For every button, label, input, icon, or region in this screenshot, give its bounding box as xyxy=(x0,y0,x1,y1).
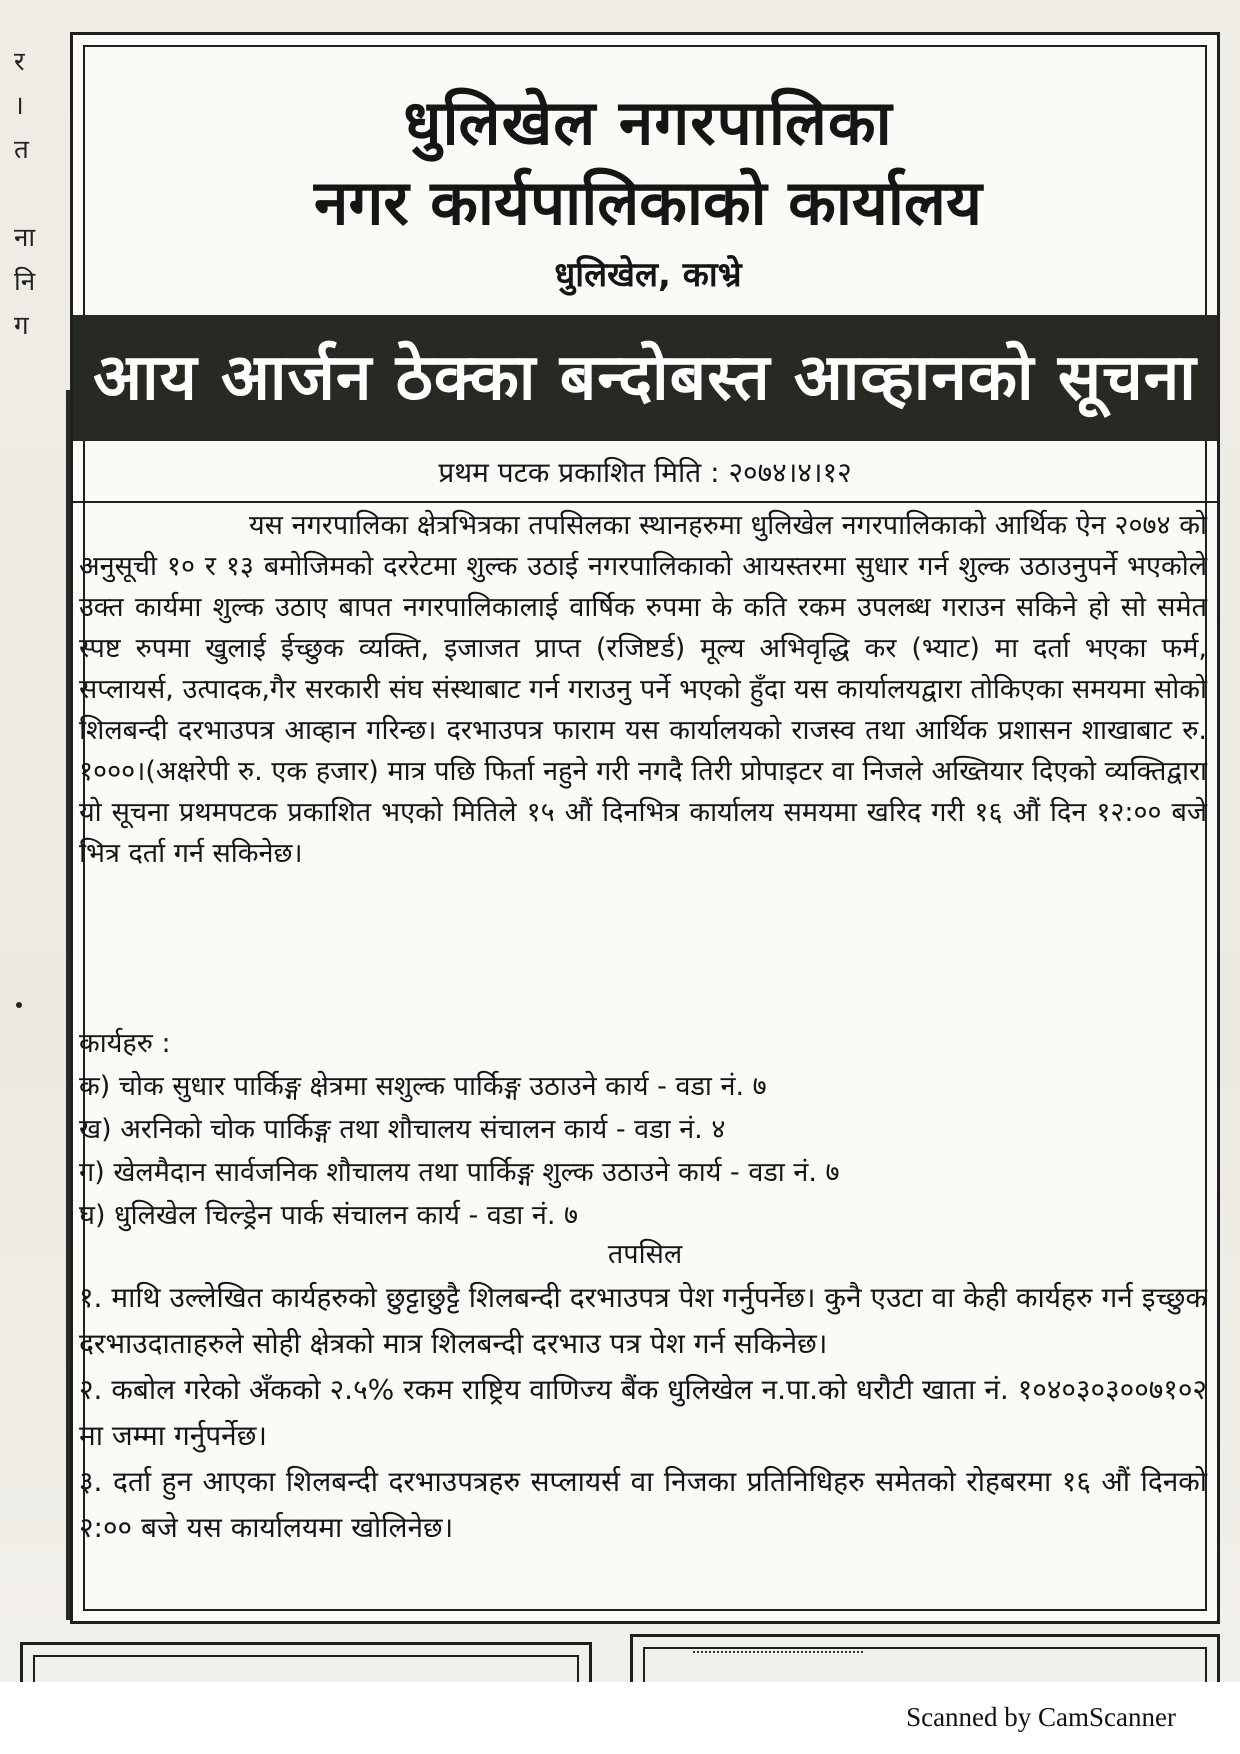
notice-header xyxy=(93,53,1203,323)
fragment-line: त xyxy=(14,135,29,165)
work-item: घ) धुलिखेल चिल्ड्रेन पार्क संचालन कार्य - वडा नं. ७ xyxy=(79,1200,579,1231)
fragment-line: ग xyxy=(14,311,29,341)
margin-dot xyxy=(16,1002,22,1008)
work-item: क) चोक सुधार पार्किङ्ग क्षेत्रमा सशुल्क पार्किङ्ग उठाउने कार्य - वडा नं. ७ xyxy=(79,1071,767,1102)
fragment-line xyxy=(14,172,60,216)
notice-title-banner: आय आर्जन ठेक्का बन्दोबस्त आव्हानको सूचना xyxy=(73,315,1217,441)
publish-date: प्रथम पटक प्रकाशित मिति : २०७४।४।१२ xyxy=(73,445,1217,503)
office-location: धुलिखेल, काभ्रे xyxy=(554,255,742,295)
public-notice xyxy=(70,32,1220,1624)
detail-item: ३. दर्ता हुन आएका शिलबन्दी दरभाउपत्रहरु सप्लायर्स वा निजका प्रतिनिधिहरु समेतको रोहबरमा १६ औं दिनको २:०० बजे यस कार्यालयमा खोलिनेछ। xyxy=(79,1465,1207,1544)
work-item: ख) अरनिको चोक पार्किङ्ग तथा शौचालय संचालन कार्य - वडा नं. ४ xyxy=(79,1114,726,1145)
fragment-line: । xyxy=(14,91,24,121)
next-notice-fragment-left xyxy=(20,1642,592,1682)
fragment-line: नि xyxy=(14,267,36,297)
notice-body: यस नगरपालिका क्षेत्रभित्रका तपसिलका स्थानहरुमा धुलिखेल नगरपालिकाको आर्थिक ऐन २०७४ को अनुसूची १० र १३ बमोजिमको दररेटमा शुल्क उठाई नगरपालिकाको आयस्तरमा सुधार गर्न शुल्क उठाउनुपर्ने भएकोले उक्त कार्यमा शुल्क उठाए बापत नगरपालिकालाई वार्षिक रुपमा के कति रकम उपलब्ध गराउन सकिने हो सो समेत स्पष्ट रुपमा खुलाई ईच्छुक व्यक्ति, इजाजत प्राप्त (रजिष्टर्ड) मूल्य अभिवृद्धि कर (भ्याट) मा दर्ता भएका फर्म, सप्लायर्स, उत्पादक,गैर सरकारी संघ संस्थाबाट गर्न गराउनु पर्ने भएको हुँदा यस कार्यालयद्वारा तोकिएका समयमा सोको शिलबन्दी दरभाउपत्र आव्हान गरिन्छ। दरभाउपत्र फाराम यस कार्यालयको राजस्व तथा आर्थिक प्रशासन शाखाबाट रु. १०००।(अक्षरेपी रु. एक हजार) मात्र पछि फिर्ता नहुने गरी नगदै तिरी प्रोपाइटर वा निजले अख्तियार दिएको व्यक्तिद्वारा यो सूचना प्रथमपटक प्रकाशित भएको मितिले १५ औं दिनभित्र कार्यालय समयमा खरिद गरी १६ औं दिन १२:०० बजे भित्र दर्ता गर्न सकिनेछ। xyxy=(79,510,1207,869)
fragment-line: र xyxy=(14,47,25,77)
detail-item: १. माथि उल्लेखित कार्यहरुको छुट्टाछुट्टै शिलबन्दी दरभाउपत्र पेश गर्नुपर्नेछ। कुनै एउटा वा केही कार्यहरु गर्न इच्छुक दरभाउदाताहरुले सोही क्षेत्रको मात्र शिलबन्दी दरभाउ पत्र पेश गर्न सकिनेछ। xyxy=(79,1281,1207,1360)
next-notice-fragment-right xyxy=(630,1634,1220,1682)
adjacent-column-fragment xyxy=(0,40,60,370)
details-list xyxy=(79,1275,1207,1551)
scanner-watermark: Scanned by CamScanner xyxy=(906,1702,1176,1732)
work-item: ग) खेलमैदान सार्वजनिक शौचालय तथा पार्किङ्ग शुल्क उठाउने कार्य - वडा नं. ७ xyxy=(79,1157,840,1188)
works-heading: कार्यहरु : xyxy=(79,1028,171,1059)
office-name: नगर कार्यपालिकाको कार्यालय xyxy=(314,166,982,239)
details-heading: तपसिल xyxy=(607,1239,683,1270)
organization-name: धुलिखेल नगरपालिका xyxy=(403,86,893,159)
works-list xyxy=(79,1065,1199,1237)
fragment-text-remnant xyxy=(693,1651,863,1659)
fragment-line: ना xyxy=(14,223,36,253)
detail-item: २. कबोल गरेको अँकको २.५% रकम राष्ट्रिय वाणिज्य बैंक धुलिखेल न.पा.को धरौटी खाता नं. १०४०३०३००७१०२ मा जम्मा गर्नुपर्नेछ। xyxy=(79,1373,1207,1452)
